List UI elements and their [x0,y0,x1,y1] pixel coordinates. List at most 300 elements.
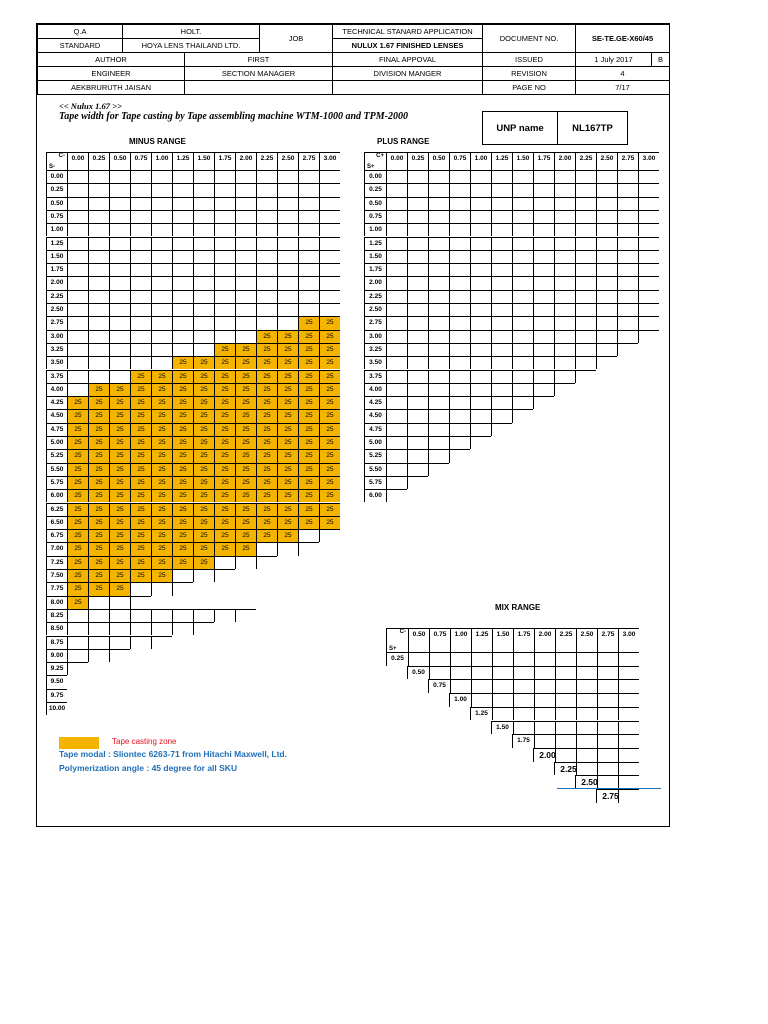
empty-cell [533,197,554,210]
empty-cell [386,449,407,462]
empty-cell [618,748,639,762]
tape-zone-cell: 25 [193,383,214,396]
tape-zone-cell: 25 [235,356,256,369]
tape-zone-cell: 25 [88,423,109,436]
empty-cell [575,356,596,369]
tape-zone-cell: 25 [277,503,298,516]
tape-zone-cell: 25 [130,503,151,516]
mix-col-header: 1.25 [471,628,492,652]
empty-cell [428,463,449,476]
empty-cell [235,183,256,196]
plus-row-header: 4.75 [364,423,386,436]
empty-cell [617,343,638,356]
tape-zone-cell: 25 [130,489,151,502]
empty-cell [109,649,130,662]
empty-cell [151,170,172,183]
empty-cell [214,609,235,622]
tape-zone-cell: 25 [151,529,172,542]
tape-zone-cell: 25 [130,396,151,409]
empty-cell [554,370,575,383]
empty-cell [491,276,512,289]
empty-cell [277,237,298,250]
empty-cell [67,290,88,303]
empty-cell [214,210,235,223]
empty-cell [576,762,597,776]
tape-zone-cell: 25 [88,569,109,582]
empty-cell [554,343,575,356]
empty-cell [67,210,88,223]
page-no-value: 7/17 [576,81,670,95]
mix-row-header: 1.50 [491,721,513,735]
empty-cell [172,622,193,635]
empty-cell [491,210,512,223]
plus-col-header: 2.00 [554,152,575,170]
tape-zone-cell: 25 [319,516,340,529]
tape-zone-cell: 25 [151,569,172,582]
revision-value: 4 [576,67,670,81]
empty-cell [319,197,340,210]
empty-cell [319,183,340,196]
empty-cell [130,343,151,356]
empty-cell [554,263,575,276]
empty-cell [533,276,554,289]
empty-cell [575,330,596,343]
plus-row-header: 6.00 [364,489,386,502]
tape-zone-cell: 25 [109,383,130,396]
tape-zone-cell: 25 [319,423,340,436]
tape-zone-cell: 25 [67,542,88,555]
division-manager-label: DIVISION MANGER [333,67,483,81]
empty-cell [67,330,88,343]
tape-zone-cell: 25 [130,449,151,462]
empty-cell [449,330,470,343]
empty-cell [386,316,407,329]
section-manager-name [185,81,333,95]
plus-col-header: 1.75 [533,152,554,170]
engineer-label: ENGINEER [38,67,185,81]
empty-cell [193,183,214,196]
empty-cell [617,210,638,223]
empty-cell [596,210,617,223]
empty-cell [235,609,256,622]
empty-cell [597,775,618,789]
mix-row-header: 1.25 [470,707,492,721]
issued-code: B [652,53,670,67]
mix-row-header: 2.50 [575,775,603,789]
empty-cell [235,237,256,250]
mix-row-header: 0.25 [386,652,408,666]
empty-cell [534,679,555,693]
issued-date: 1 July 2017 [576,53,652,67]
minus-row-header: 0.25 [46,183,67,196]
tape-zone-cell: 25 [256,370,277,383]
empty-cell [298,276,319,289]
empty-cell [214,290,235,303]
empty-cell [470,396,491,409]
empty-cell [130,250,151,263]
empty-cell [554,383,575,396]
tape-zone-cell: 25 [172,463,193,476]
minus-row-header: 6.75 [46,529,67,542]
empty-cell [617,276,638,289]
plus-col-header: 1.00 [470,152,491,170]
empty-cell [172,343,193,356]
minus-row-header: 0.75 [46,210,67,223]
tape-zone-cell: 25 [319,396,340,409]
tape-zone-cell: 25 [256,529,277,542]
empty-cell [172,263,193,276]
tape-zone-cell: 25 [319,436,340,449]
empty-cell [88,609,109,622]
empty-cell [533,330,554,343]
empty-cell [470,330,491,343]
empty-cell [298,183,319,196]
empty-cell [533,303,554,316]
empty-cell [109,303,130,316]
plus-col-header: 2.50 [596,152,617,170]
empty-cell [386,436,407,449]
empty-cell [533,383,554,396]
tape-zone-cell: 25 [277,529,298,542]
empty-cell [67,223,88,236]
empty-cell [67,263,88,276]
empty-cell [407,223,428,236]
empty-cell [277,303,298,316]
empty-cell [554,197,575,210]
empty-cell [298,250,319,263]
minus-range-label: MINUS RANGE [129,137,186,146]
empty-cell [130,316,151,329]
minus-row-header: 10.00 [46,702,67,715]
tape-zone-cell: 25 [130,569,151,582]
tape-zone-cell: 25 [277,476,298,489]
empty-cell [575,237,596,250]
empty-cell [492,693,513,707]
empty-cell [470,356,491,369]
empty-cell [109,197,130,210]
minus-row-header: 0.50 [46,197,67,210]
empty-cell [428,316,449,329]
plus-row-header: 0.25 [364,183,386,196]
tape-zone-cell: 25 [151,556,172,569]
empty-cell [256,303,277,316]
empty-cell [88,356,109,369]
empty-cell [618,762,639,776]
division-manager-name [333,81,483,95]
corner-row-axis-label: S- [49,164,55,170]
empty-cell [67,662,88,675]
tape-zone-cell: 25 [298,436,319,449]
empty-cell [575,290,596,303]
tape-zone-cell: 25 [256,463,277,476]
tape-zone-cell: 25 [109,542,130,555]
empty-cell [554,303,575,316]
empty-cell [407,423,428,436]
tape-zone-cell: 25 [172,396,193,409]
empty-cell [277,542,298,555]
minus-row-header: 2.25 [46,290,67,303]
empty-cell [151,356,172,369]
tape-zone-cell: 25 [277,436,298,449]
tape-zone-cell: 25 [235,436,256,449]
tape-zone-cell: 25 [256,503,277,516]
empty-cell [555,652,576,666]
minus-row-header: 3.50 [46,356,67,369]
plus-col-header: 3.00 [638,152,659,170]
empty-cell [533,316,554,329]
empty-cell [596,183,617,196]
empty-cell [449,409,470,422]
mix-col-header: 2.25 [555,628,576,652]
minus-row-header: 6.50 [46,516,67,529]
tape-zone-cell: 25 [214,449,235,462]
empty-cell [470,436,491,449]
empty-cell [597,748,618,762]
plus-row-header: 3.25 [364,343,386,356]
tape-zone-cell: 25 [88,396,109,409]
legend-label: Tape casting zone [112,737,177,746]
tape-zone-cell: 25 [319,316,340,329]
plus-row-header: 5.00 [364,436,386,449]
empty-cell [172,276,193,289]
tape-zone-cell: 25 [277,383,298,396]
empty-cell [512,250,533,263]
plus-row-header: 4.50 [364,409,386,422]
plus-row-header: 1.00 [364,223,386,236]
empty-cell [386,237,407,250]
tape-zone-cell: 25 [88,449,109,462]
empty-cell [428,210,449,223]
empty-cell [533,237,554,250]
empty-cell [597,652,618,666]
minus-row-header: 7.00 [46,542,67,555]
empty-cell [407,183,428,196]
empty-cell [151,303,172,316]
minus-row-header: 0.00 [46,170,67,183]
empty-cell [449,303,470,316]
empty-cell [386,423,407,436]
empty-cell [319,276,340,289]
tape-zone-cell: 25 [277,409,298,422]
tape-zone-cell: 25 [109,516,130,529]
empty-cell [512,316,533,329]
empty-cell [491,170,512,183]
empty-cell [449,170,470,183]
empty-cell [470,290,491,303]
minus-row-header: 5.75 [46,476,67,489]
empty-cell [554,170,575,183]
empty-cell [151,290,172,303]
product-name: NULUX 1.67 FINISHED LENSES [333,39,483,53]
tape-zone-cell: 25 [277,356,298,369]
empty-cell [638,250,659,263]
empty-cell [428,370,449,383]
empty-cell [67,237,88,250]
empty-cell [491,370,512,383]
empty-cell [512,409,533,422]
minus-row-header: 7.25 [46,556,67,569]
tape-zone-cell: 25 [235,449,256,462]
empty-cell [151,636,172,649]
empty-cell [109,316,130,329]
empty-cell [67,250,88,263]
minus-row-header: 3.25 [46,343,67,356]
empty-cell [407,197,428,210]
tape-zone-cell: 25 [319,503,340,516]
empty-cell [109,636,130,649]
empty-cell [491,409,512,422]
tape-zone-cell: 25 [235,423,256,436]
empty-cell [428,409,449,422]
empty-cell [256,290,277,303]
tape-zone-cell: 25 [109,396,130,409]
empty-cell [407,316,428,329]
tape-zone-cell: 25 [319,356,340,369]
tape-zone-cell: 25 [298,396,319,409]
empty-cell [513,679,534,693]
empty-cell [235,197,256,210]
empty-cell [428,330,449,343]
empty-cell [555,734,576,748]
tape-zone-cell: 25 [130,383,151,396]
empty-cell [512,183,533,196]
empty-cell [277,197,298,210]
empty-cell [449,436,470,449]
empty-cell [319,529,340,542]
tape-zone-cell: 25 [298,356,319,369]
corner-column-axis-label: C- [58,153,65,159]
mix-row-header: 2.00 [533,748,561,762]
tape-zone-cell: 25 [88,463,109,476]
empty-cell [533,343,554,356]
empty-cell [449,343,470,356]
plus-row-header: 3.00 [364,330,386,343]
empty-cell [151,223,172,236]
empty-cell [618,775,639,789]
empty-cell [319,170,340,183]
empty-cell [67,622,88,635]
empty-cell [256,542,277,555]
empty-cell [428,250,449,263]
empty-cell [575,263,596,276]
empty-cell [386,290,407,303]
empty-cell [492,707,513,721]
empty-cell [555,721,576,735]
empty-cell [67,183,88,196]
empty-cell [88,316,109,329]
empty-cell [298,223,319,236]
empty-cell [450,666,471,680]
minus-row-header: 4.50 [46,409,67,422]
mix-range-label: MIX RANGE [495,603,541,612]
minus-row-header: 8.50 [46,622,67,635]
empty-cell [130,303,151,316]
minus-row-header: 6.25 [46,503,67,516]
empty-cell [554,183,575,196]
tape-zone-cell: 25 [256,449,277,462]
empty-cell [88,370,109,383]
empty-cell [534,707,555,721]
empty-cell [386,303,407,316]
empty-cell [513,693,534,707]
empty-cell [67,356,88,369]
empty-cell [298,237,319,250]
empty-cell [617,237,638,250]
empty-cell [130,197,151,210]
empty-cell [319,263,340,276]
tape-zone-cell: 25 [214,516,235,529]
tape-zone-cell: 25 [298,409,319,422]
empty-cell [256,183,277,196]
empty-cell [513,652,534,666]
tape-zone-cell: 25 [277,463,298,476]
empty-cell [470,343,491,356]
empty-cell [617,330,638,343]
tape-zone-cell: 25 [298,316,319,329]
tape-zone-cell: 25 [67,556,88,569]
unp-label: UNP name [483,112,558,144]
tape-zone-cell: 25 [298,463,319,476]
corner-row-axis-label: S+ [389,646,397,652]
author-name: AEKBRURUTH JAISAN [38,81,185,95]
tape-zone-cell: 25 [88,489,109,502]
plus-row-header: 2.25 [364,290,386,303]
empty-cell [618,679,639,693]
empty-cell [470,197,491,210]
tape-zone-cell: 25 [130,463,151,476]
empty-cell [277,183,298,196]
empty-cell [533,250,554,263]
plus-row-header: 2.50 [364,303,386,316]
empty-cell [575,276,596,289]
empty-cell [319,223,340,236]
empty-cell [618,789,639,803]
minus-row-header: 5.00 [46,436,67,449]
empty-cell [491,290,512,303]
plus-col-header: 1.50 [512,152,533,170]
empty-cell [130,636,151,649]
tape-zone-cell: 25 [151,396,172,409]
empty-cell [319,237,340,250]
empty-cell [449,290,470,303]
empty-cell [450,679,471,693]
empty-cell [428,197,449,210]
tape-zone-cell: 25 [151,476,172,489]
empty-cell [407,303,428,316]
empty-cell [555,748,576,762]
minus-col-header: 1.00 [151,152,172,170]
tape-zone-cell: 25 [319,489,340,502]
tape-zone-cell: 25 [256,489,277,502]
tape-zone-cell: 25 [256,423,277,436]
minus-row-header: 1.50 [46,250,67,263]
empty-cell [214,556,235,569]
empty-cell [617,170,638,183]
tape-zone-cell: 25 [130,370,151,383]
minus-row-header: 9.00 [46,649,67,662]
minus-row-header: 2.75 [46,316,67,329]
empty-cell [512,237,533,250]
empty-cell [618,652,639,666]
minus-row-header: 2.00 [46,276,67,289]
tape-zone-cell: 25 [109,569,130,582]
tape-zone-cell: 25 [109,436,130,449]
empty-cell [428,383,449,396]
tape-zone-cell: 25 [298,516,319,529]
empty-cell [88,223,109,236]
empty-cell [88,636,109,649]
empty-cell [492,666,513,680]
